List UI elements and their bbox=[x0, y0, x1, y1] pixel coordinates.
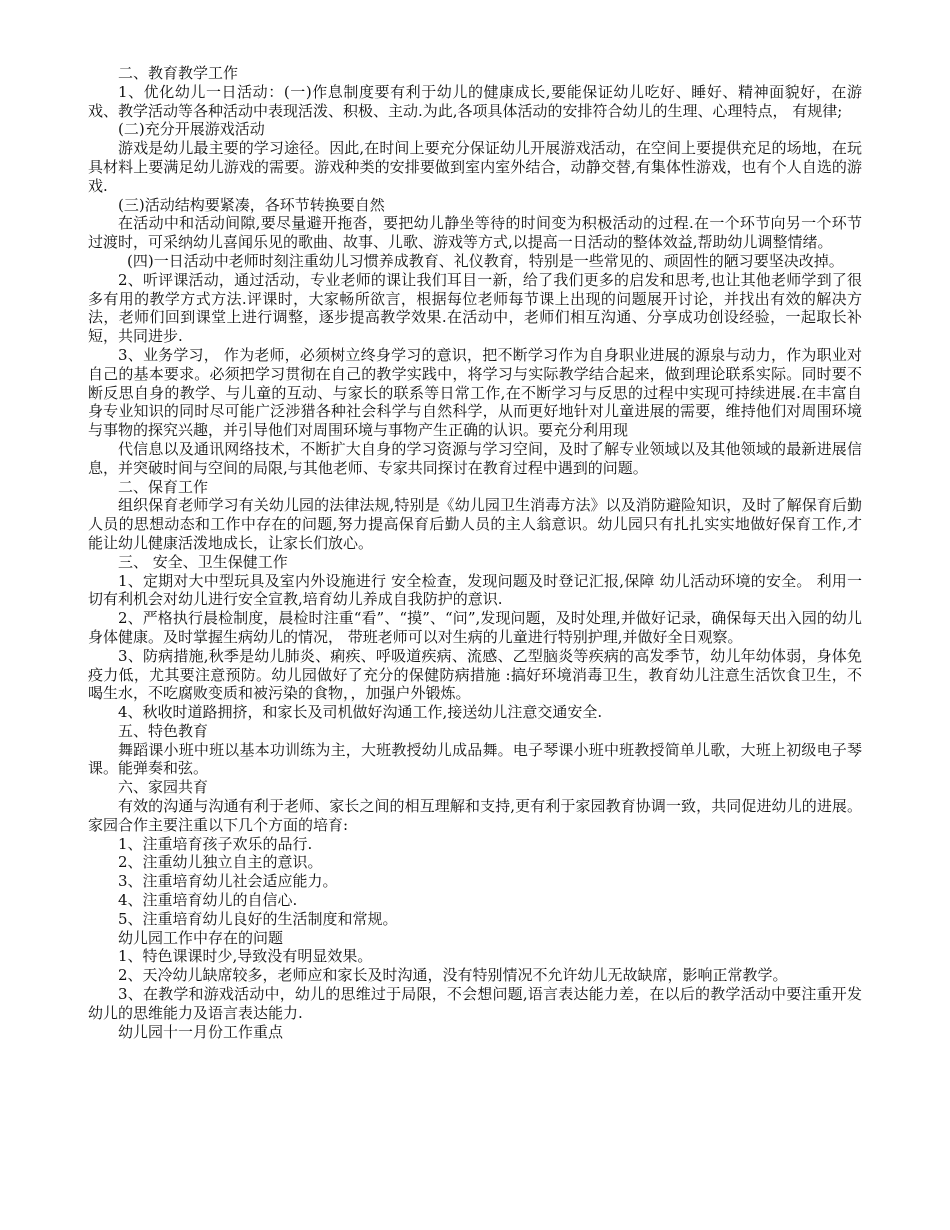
paragraph-habit-education: (四)一日活动中老师时刻注重幼儿习惯养成教育、礼仪教育，特别是一些常见的、顽固性的陋习要坚决改掉。 bbox=[127, 251, 844, 270]
subheading-game-activities: (二)充分开展游戏活动 bbox=[118, 120, 265, 139]
paragraph-safety-inspection: 1、定期对大中型玩具及室内外设施进行 安全检查，发现问题及时登记汇报,保障 幼儿活动环境的安全。 利用一切有利机会对幼儿进行安全宣教,培育幼儿养成自我防护的意识. bbox=[88, 571, 862, 609]
section-heading-problems: 幼儿园工作中存在的问题 bbox=[118, 928, 284, 947]
subheading-activity-structure: (三)活动结构要紧凑，各环节转换要自然 bbox=[118, 195, 385, 214]
list-item: 5、注重培育幼儿良好的生活制度和常规。 bbox=[118, 909, 398, 928]
section-heading-care: 二、保育工作 bbox=[118, 477, 209, 496]
paragraph-lesson-review: 2、听评课活动，通过活动，专业老师的课让我们耳目一新，给了我们更多的启发和思考,也让其他老师学到了很多有用的教学方式方法.评课时，大家畅所欲言，根据每位老师每节课上出现的问题展开讨论，并找出有效的解决方法，老师们回到课堂上进行调整，逐步提高教学效果.在活动中，老师们相互沟通、分享成功创设经验，一起取长补短，共同进步. bbox=[88, 270, 862, 346]
section-heading-special-education: 五、特色教育 bbox=[118, 721, 209, 740]
section-heading-teaching: 二、教育教学工作 bbox=[118, 64, 239, 82]
paragraph-daily-activities: 1、优化幼儿一日活动：(一)作息制度要有利于幼儿的健康成长,要能保证幼儿吃好、睡好、精神面貌好，在游戏、教学活动等各种活动中表现活泼、积极、主动.为此,各项具体活动的安排符合幼儿的生理、心理特点， 有规律; bbox=[88, 82, 862, 120]
paragraph-traffic-safety: 4、秋收时道路拥挤，和家长及司机做好沟通工作,接送幼儿注意交通安全. bbox=[118, 703, 603, 722]
paragraph-morning-check: 2、严格执行晨检制度，晨检时注重“看”、“摸”、“问”,发现问题，及时处理,并做好记录，确保每天出入园的幼儿身体健康。及时掌握生病幼儿的情况， 带班老师可以对生病的儿童进行特别护理,并做好全日观察。 bbox=[88, 609, 862, 646]
paragraph-care-work: 组织保育老师学习有关幼儿园的法律法规,特别是《幼儿园卫生消毒方法》以及消防避险知识，及时了解保育后勤人员的思想动态和工作中存在的问题,努力提高保育后勤人员的主人翁意识。幼儿园只有扎扎实实地做好保育工作,才能让幼儿健康活泼地成长，让家长们放心。 bbox=[88, 496, 862, 552]
paragraph-disease-prevention: 3、防病措施,秋季是幼儿肺炎、痢疾、呼吸道疾病、流感、乙型脑炎等疾病的高发季节，幼儿年幼体弱，身体免疫力低，尤其要注意预防。幼儿园做好了充分的保健防病措施 :搞好环境消毒卫生，教育幼儿注意生活饮食卫生，不喝生水，不吃腐败变质和被污染的食物，，加强户外锻炼。 bbox=[88, 646, 862, 703]
section-heading-safety: 三、 安全、卫生保健工作 bbox=[118, 552, 288, 571]
document-page bbox=[88, 64, 862, 1041]
list-item: 3、注重培育幼儿社会适应能力。 bbox=[118, 872, 338, 891]
problem-item: 1、特色课课时少,导致没有明显效果。 bbox=[118, 947, 373, 966]
problem-item: 3、在教学和游戏活动中，幼儿的思维过于局限，不会想问题,语言表达能力差，在以后的教学活动中要注重开发幼儿的思维能力及语言表达能力. bbox=[88, 985, 862, 1022]
paragraph-information-technology: 代信息以及通讯网络技术，不断扩大自身的学习资源与学习空间，及时了解专业领域以及其他领域的最新进展信息，并突破时间与空间的局限,与其他老师、专家共同探讨在教育过程中遇到的问题。 bbox=[88, 439, 862, 477]
section-heading-home-school: 六、家园共育 bbox=[118, 778, 209, 797]
paragraph-professional-study: 3、业务学习， 作为老师，必须树立终身学习的意识，把不断学习作为自身职业进展的源泉与动力，作为职业对自己的基本要求。必须把学习贯彻在自己的教学实践中，将学习与实际教学结合起来，做到理论联系实际。同时要不断反思自身的教学、与儿童的互动、与家长的联系等日常工作,在不断学习与反思的过程中实现可持续进展.在丰富自身专业知识的同时尽可能广泛涉猎各种社会科学与自然科学，从而更好地针对儿童进展的需要，维持他们对周围环境与事物的探究兴趣，并引导他们对周围环境与事物产生正确的认识。要充分利用现 bbox=[88, 345, 862, 440]
paragraph-game-activities: 游戏是幼儿最主要的学习途径。因此,在时间上要充分保证幼儿开展游戏活动，在空间上要提供充足的场地，在玩具材料上要满足幼儿游戏的需要。游戏种类的安排要做到室内室外结合，动静交替,有集体性游戏，也有个人自选的游戏. bbox=[88, 139, 862, 195]
list-item: 4、注重培育幼儿的自信心. bbox=[118, 891, 298, 910]
list-item: 2、注重幼儿独立自主的意识。 bbox=[118, 853, 323, 872]
paragraph-special-education: 舞蹈课小班中班以基本功训练为主，大班教授幼儿成品舞。电子琴课小班中班教授简单儿歌，大班上初级电子琴课。能弹奏和弦。 bbox=[88, 740, 862, 778]
paragraph-activity-structure: 在活动中和活动间隙,要尽量避开拖沓，要把幼儿静坐等待的时间变为积极活动的过程.在一个环节向另一个环节过渡时，可采纳幼儿喜闻乐见的歌曲、故事、儿歌、游戏等方式,以提高一日活动的整体效益,帮助幼儿调整情绪。 bbox=[88, 214, 862, 252]
problem-item: 2、天冷幼儿缺席较多，老师应和家长及时沟通，没有特别情况不允许幼儿无故缺席，影响正常教学。 bbox=[118, 966, 788, 985]
list-item: 1、注重培育孩子欢乐的品行. bbox=[118, 834, 313, 853]
section-heading-november-focus: 幼儿园十一月份工作重点 bbox=[118, 1022, 284, 1041]
paragraph-home-school: 有效的沟通与沟通有利于老师、家长之间的相互理解和支持,更有利于家园教育协调一致，共同促进幼儿的进展。家园合作主要注重以下几个方面的培育: bbox=[88, 797, 862, 834]
